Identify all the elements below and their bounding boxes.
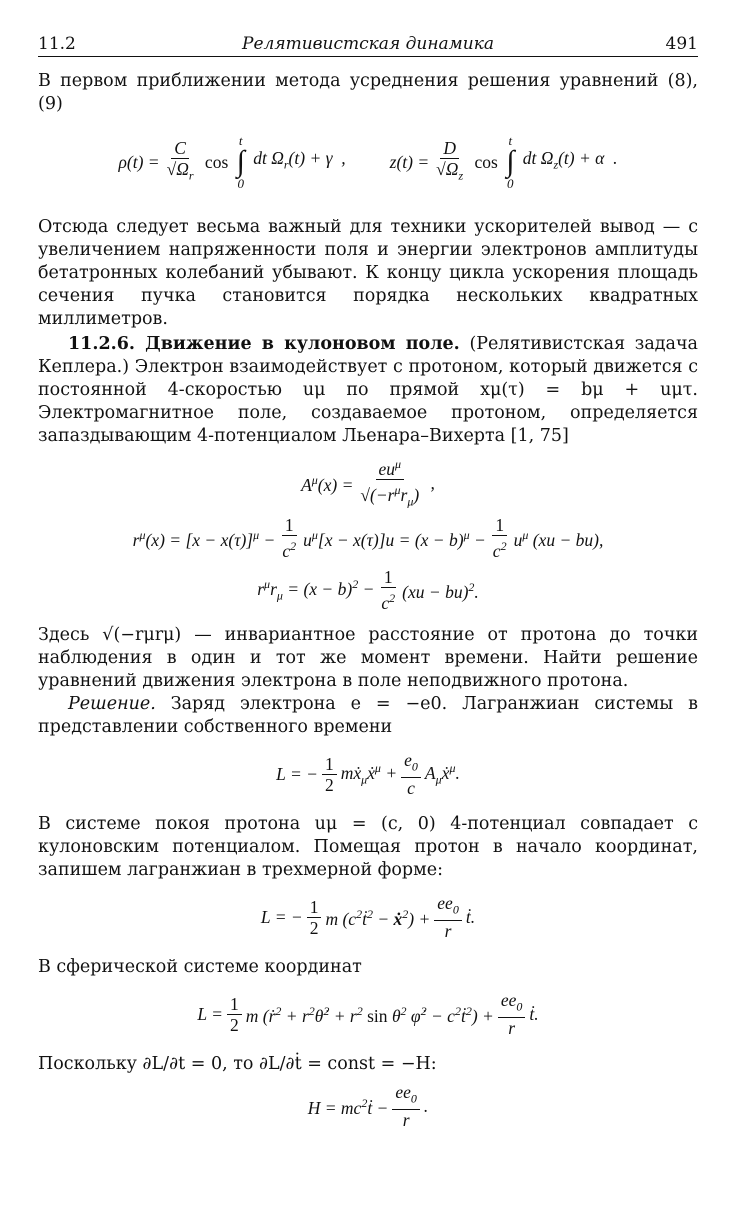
running-title: Релятивистская динамика	[242, 34, 494, 54]
equation-hamiltonian: $H = mc^2ṫ$ − $\frac{ee_0}{r}$ .	[307, 1082, 429, 1130]
fraction-ee0-over-r: $\frac{ee_0}{r}$	[392, 1082, 420, 1130]
paragraph-invariant-distance: Здесь √(−rμrμ) — инвариантное расстояние от протона до точки наблюдения в один и тот же момент времени. Найти решение уравнений движения электрона в поле неподвижного протона.	[38, 625, 698, 691]
section-title: 11.2.6. Движение в кулоновом поле.	[68, 334, 460, 354]
equation-rho-z: ρ(t) = $\frac{C}{√\Omega_r}$ cos t ∫ 0 dt $\Omega_r(t) + \gamma$ , z(t) = $\frac{D}{√\Omega_z}$ cos t ∫ 0 dt $\Omega_z(t) + \alpha$ .	[118, 133, 618, 191]
page-number: 491	[665, 34, 698, 54]
fraction-one-over-c-squared: $\frac{1}{c^2}$	[282, 515, 297, 561]
fraction-one-over-c-squared: $\frac{1}{c^2}$	[381, 567, 396, 613]
paragraph-rest-frame: В системе покоя протона uμ = (c, 0) 4-потенциал совпадает с кулоновским потенциалом. Помещая протон в начало координат, запишем лагранжиан в трехмерной форме:	[38, 814, 698, 880]
fraction-one-half: $\frac{1}{2}$	[227, 994, 242, 1035]
fraction-c-over-sqrt-omega-r: $\frac{C}{√\Omega_r}$	[166, 138, 194, 183]
integral-sign: t ∫ 0	[506, 133, 515, 191]
paragraph-kepler-text: (Релятивистская задача Кеплера.) Электрон взаимодействует с протоном, который движется с постоянной 4-скоростью uμ по прямой xμ(τ) = bμ + uμτ. Электромагнитное поле, создаваемое протоном, определяется запаздывающим 4-потенциалом Льенара–Вихерта [1, 75]	[38, 334, 698, 446]
page-body	[38, 70, 698, 1136]
paragraph-kepler	[38, 333, 698, 448]
fraction-d-over-sqrt-omega-z: $\frac{D}{√\Omega_z}$	[436, 138, 464, 183]
paragraph-spherical: В сферической системе координат	[38, 957, 362, 977]
solution-label: Решение.	[68, 694, 156, 714]
fraction-one-over-c-squared: $\frac{1}{c^2}$	[492, 515, 507, 561]
equation-rho: ρ(t) =	[118, 151, 160, 172]
equation-lagrangian-spherical: L = $\frac{1}{2}$ m (ṙ$^2$ + $r^2\thetȧ^2 + r^2$ $\sin \theta^2$ φ̇$^2$ − $c^2ṫ^2$) + $\frac{ee_0}{r}$ ṫ.	[197, 990, 539, 1038]
equation-r-r: $r^\mu r_\mu = (x - b)^2$ − $\frac{1}{c^2}$ (xu − bu)$^2$.	[257, 567, 479, 613]
paragraph-intro: В первом приближении метода усреднения решения уравнений (8), (9)	[38, 71, 698, 114]
equation-lagrangian-3d: L = − $\frac{1}{2}$ m ($c^2ṫ^2$ − ẋ$^2$) + $\frac{ee_0}{r}$ ṫ.	[260, 893, 476, 941]
equation-potential: $A^\mu(x)$ = $\frac{eu^\mu}{√(-r^\mu r_\mu)}$ ,	[38, 454, 698, 512]
paragraph-energy: Поскольку ∂L/∂t = 0, то ∂L/∂ṫ = const = −H:	[38, 1054, 437, 1074]
fraction-ee0-over-r: $\frac{ee_0}{r}$	[434, 893, 462, 941]
running-head	[38, 30, 698, 57]
paragraph-solution	[38, 693, 698, 739]
paragraph-conclusion: Отсюда следует весьма важный для техники ускорителей вывод — с увеличением напряженности поля и энергии электронов амплитуды бетатронных колебаний убывают. К концу цикла ускорения площадь сечения пучка становится порядка нескольких квадратных миллиметров.	[38, 217, 698, 329]
equation-lagrangian-covariant: L = − $\frac{1}{2}$ mẋ$_\mu$ẋ$^\mu$ + $\frac{e_0}{c}$ $A_\mu ẋ^\mu$.	[276, 750, 460, 798]
paragraph-solution-text: Заряд электрона e = −e0. Лагранжиан системы в представлении собственного времени	[38, 694, 698, 737]
integral-sign: t ∫ 0	[236, 133, 245, 191]
fraction-one-half: $\frac{1}{2}$	[307, 897, 322, 938]
equation-z: z(t) =	[389, 151, 430, 172]
fraction-one-half: $\frac{1}{2}$	[322, 754, 337, 795]
fraction-e0-over-c: $\frac{e_0}{c}$	[401, 750, 421, 798]
equation-r-mu: $r^\mu(x) = [x - x(\tau)]^\mu$ − $\frac{1}{c^2}$ $u^\mu[x - x(\tau)]u = (x - b)^\mu$ − $\frac{1}{c^2}$ $u^\mu$ (xu − bu),	[132, 515, 604, 561]
fraction-potential: $\frac{eu^\mu}{√(-r^\mu r_\mu)}$	[357, 454, 422, 511]
fraction-ee0-over-r: $\frac{ee_0}{r}$	[498, 990, 526, 1038]
section-number: 11.2	[38, 34, 76, 54]
